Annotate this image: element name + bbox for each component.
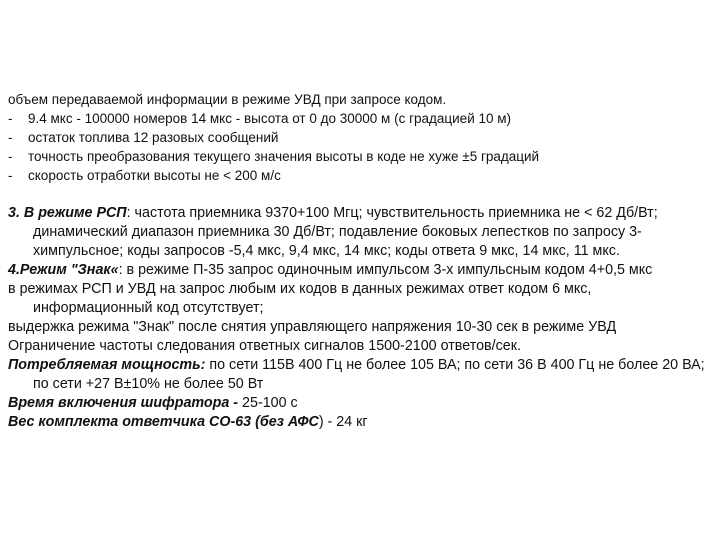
list-item-text: точность преобразования текущего значения высоты в коде не хуже ±5 градаций: [28, 149, 540, 164]
section-rsp-uvd-text: в режимах РСП и УВД на запрос любым их кодов в данных режимах ответ кодом 6 мкс, информационный код отсутствует;: [8, 281, 592, 316]
section-limit-text: Ограничение частоты следования ответных сигналов 1500-2100 ответов/сек.: [8, 338, 521, 354]
section-power-label: Потребляемая мощность:: [8, 357, 206, 373]
list-item: [8, 128, 714, 147]
document-body: [8, 90, 714, 432]
section-rsp-text: : частота приемника 9370+100 Мгц; чувствительность приемника не < 62 Дб/Вт; динамический диапазон приемника 30 Дб/Вт; подавление боковых лепестков по запросу 3-химпульсное; коды запросов -5,4 мкс, 9,4 мкс, 14 мкс; коды ответа 9 мкс, 14 мкс, 11 мкс.: [33, 205, 658, 259]
section-rsp-label: 3. В режиме РСП: [8, 205, 127, 221]
section-weight: [8, 413, 714, 432]
list-item: [8, 109, 714, 128]
section-limit: [8, 337, 714, 356]
list-item-text: остаток топлива 12 разовых сообщений: [28, 130, 279, 145]
list-item-text: 9.4 мкс - 100000 номеров 14 мкс - высота от 0 до 30000 м (с градацией 10 м): [28, 111, 512, 126]
section-time: [8, 394, 714, 413]
section-weight-text: ) - 24 кг: [318, 414, 368, 430]
list-item: [8, 166, 714, 185]
section-znak-text: : в режиме П-35 запрос одиночным импульсом 3-х импульсным кодом 4+0,5 мкс: [118, 262, 653, 278]
section-znak-label: 4.Режим "Знак«: [8, 262, 119, 278]
intro-block: [8, 90, 714, 185]
section-time-text: 25-100 с: [238, 395, 298, 411]
section-delay-text: выдержка режима "Знак" после снятия управляющего напряжения 10-30 сек в режиме УВД: [8, 319, 617, 335]
section-rsp: [8, 204, 714, 261]
list-bullet: -: [8, 168, 13, 183]
list-item: [8, 147, 714, 166]
list-bullet: -: [8, 149, 13, 164]
list-item-text: скорость отработки высоты не < 200 м/с: [28, 168, 281, 183]
section-rsp-uvd: [8, 280, 714, 318]
section-power: [8, 356, 714, 394]
section-power-text: по сети 115В 400 Гц не более 105 ВА; по сети 36 В 400 Гц не более 20 ВА; по сети +27 В±10% не более 50 Вт: [33, 357, 705, 392]
section-znak: [8, 261, 714, 280]
list-bullet: -: [8, 130, 13, 145]
section-delay: [8, 318, 714, 337]
section-time-label: Время включения шифратора -: [8, 395, 239, 411]
section-weight-label: Вес комплекта ответчика СО-63 (без АФС: [8, 414, 319, 430]
list-bullet: -: [8, 111, 13, 126]
intro-heading: объем передаваемой информации в режиме УВД при запросе кодом.: [8, 92, 447, 107]
